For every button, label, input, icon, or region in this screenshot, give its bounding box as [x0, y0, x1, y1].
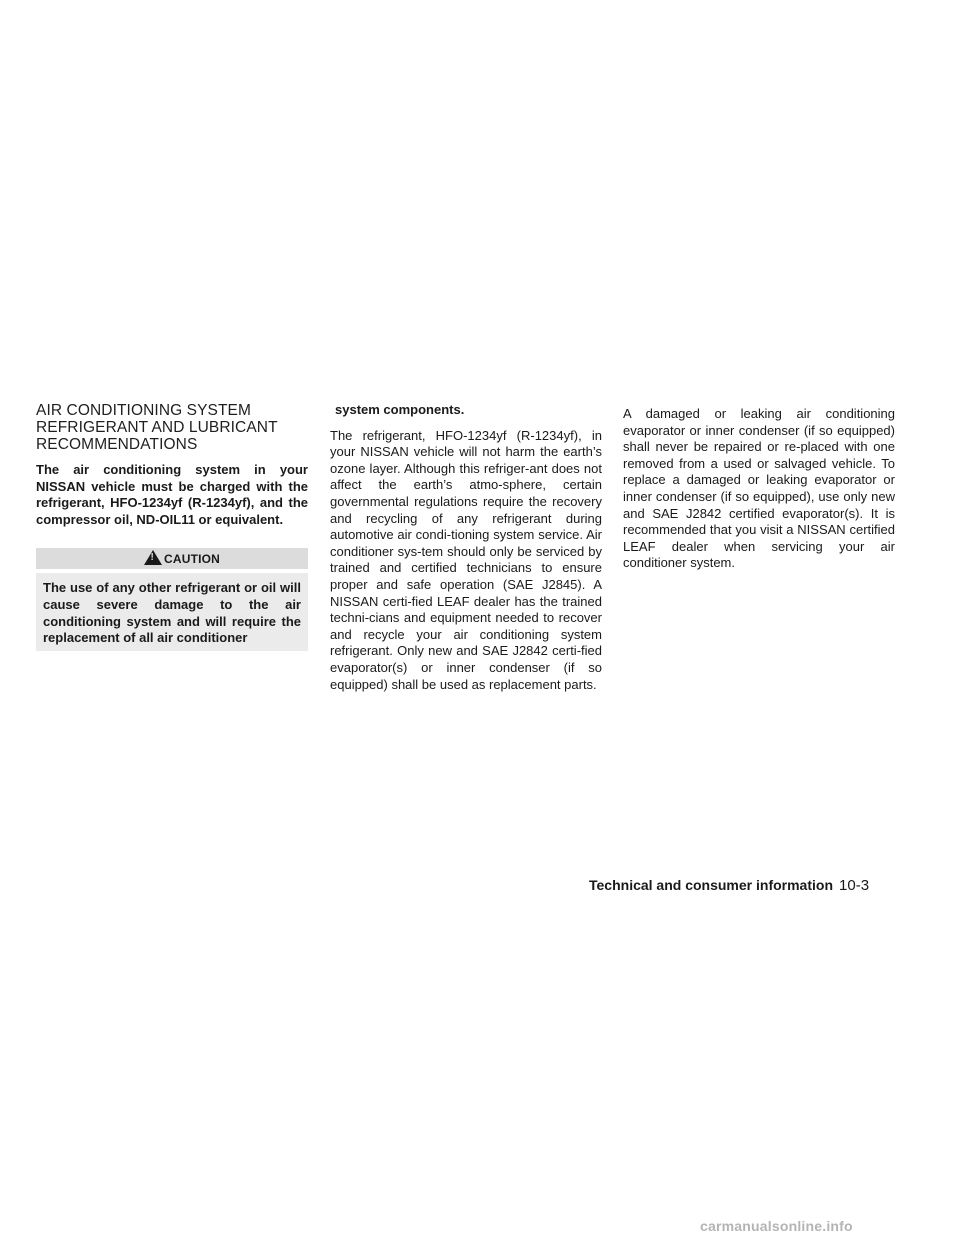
column-middle	[330, 402, 602, 693]
intro-paragraph: The air conditioning system in your NISSAN vehicle must be charged with the refrigerant, HFO-1234yf (R-1234yf), and the compressor oil, ND-OIL11 or equivalent.	[36, 462, 308, 527]
caution-header	[36, 548, 308, 569]
column-left	[36, 402, 308, 651]
warning-triangle-icon	[144, 550, 162, 565]
title-line-1: AIR CONDITIONING SYSTEM	[36, 402, 252, 419]
page-number: 10-3	[839, 877, 870, 894]
title-line-2: REFRIGERANT AND LUBRICANT	[36, 419, 278, 436]
caution-text: The use of any other refrigerant or oil will cause severe damage to the air conditioning system and will require the replacement of all air conditioner	[36, 573, 308, 650]
caution-box	[36, 548, 308, 650]
page-footer	[589, 877, 869, 894]
column-right	[623, 406, 895, 572]
title-line-3: RECOMMENDATIONS	[36, 436, 198, 453]
section-title	[36, 402, 308, 453]
chapter-title: Technical and consumer information	[589, 877, 834, 893]
watermark: carmanualsonline.info	[700, 1218, 853, 1234]
evaporator-paragraph: A damaged or leaking air conditioning evaporator or inner condenser (if so equipped) shall never be repaired or re-placed with one removed from a used or salvaged vehicle. To replace a damaged or leaking evaporator or inner condenser (if so equipped), use only new and SAE J2842 certified evaporator(s). It is recommended that you visit a NISSAN certified LEAF dealer when servicing your air conditioner system.	[623, 406, 895, 571]
caution-label: CAUTION	[163, 551, 221, 566]
caution-continuation: system components.	[330, 402, 602, 419]
refrigerant-paragraph: The refrigerant, HFO-1234yf (R-1234yf), in your NISSAN vehicle will not harm the earth’s ozone layer. Although this refriger-ant does not affect the earth’s atmo-sphere, certain governmental regulations require the recovery and recycling of any refrigerant during automotive air condi-tioning system service. Air conditioner sys-tem should only be serviced by trained and certified technicians to ensure proper and safe operation (SAE J2845). A NISSAN certi-fied LEAF dealer has the trained techni-cians and equipment needed to recover and recycle your air conditioning system refrigerant. Only new and SAE J2842 certi-fied evaporator(s) or inner condenser (if so equipped) shall be used as replacement parts.	[330, 427, 602, 692]
